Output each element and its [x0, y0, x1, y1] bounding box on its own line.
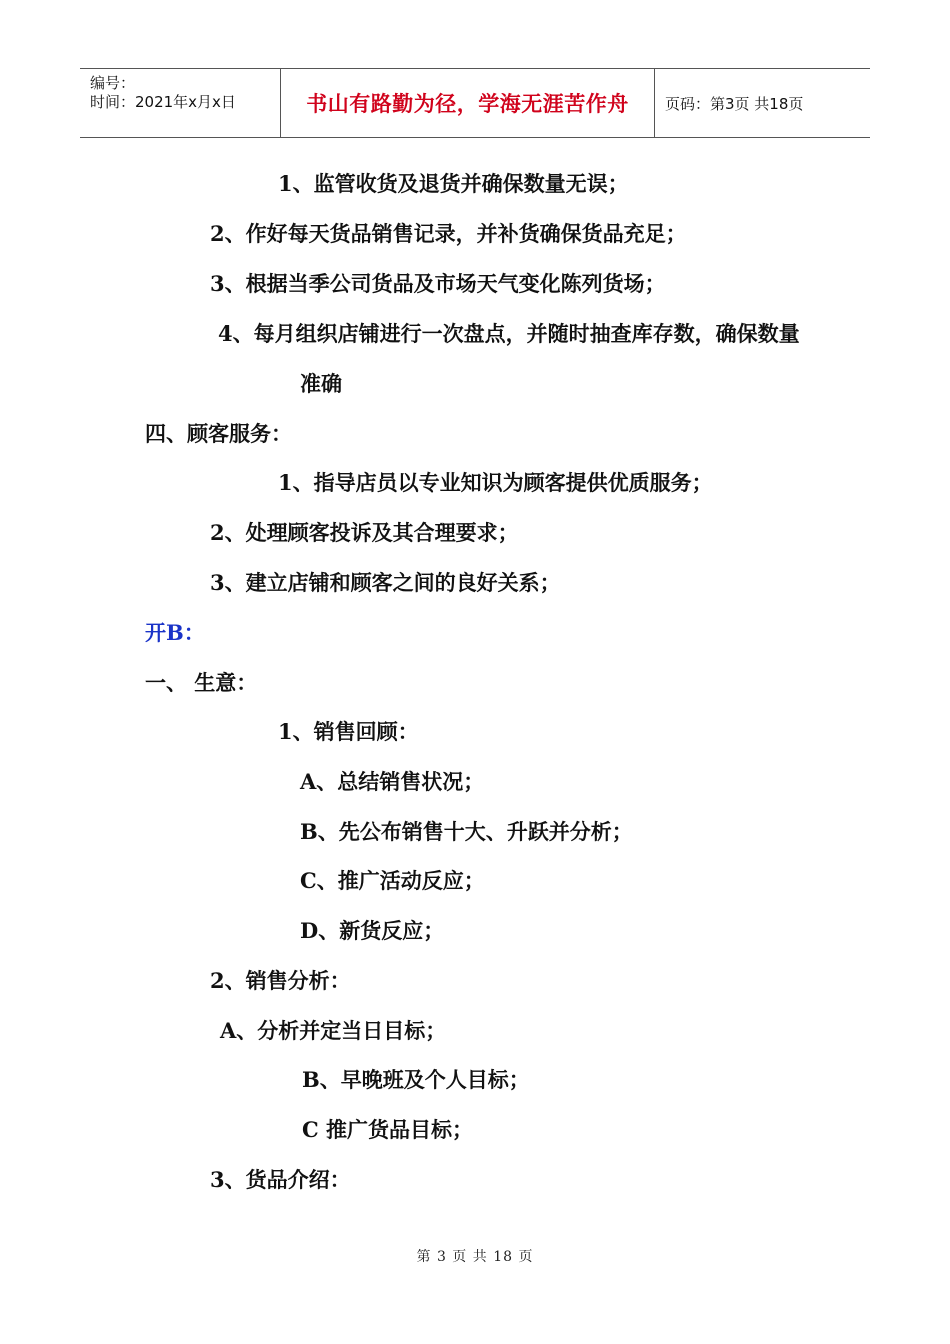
body-line: 2、处理顾客投诉及其合理要求； — [210, 520, 519, 545]
body-line: A、分析并定当日目标； — [220, 1018, 447, 1043]
body-line: 4、每月组织店铺进行一次盘点，并随时抽查库存数，确保数量 — [218, 321, 800, 346]
body-line: 准确 — [300, 371, 342, 396]
serial-label: 编号： — [90, 74, 136, 92]
header-motto — [281, 69, 655, 137]
page-header — [80, 68, 870, 138]
time-label: 时间：2021年x月x日 — [90, 93, 236, 111]
body-line: D、新货反应； — [300, 918, 445, 943]
section-heading-open-b: 开B： — [145, 620, 205, 645]
body-line: 3、建立店铺和顾客之间的良好关系； — [210, 570, 561, 595]
body-line: 1、销售回顾： — [278, 719, 419, 744]
body-line: 1、指导店员以专业知识为顾客提供优质服务； — [278, 470, 713, 495]
body-line: B、早晚班及个人目标； — [302, 1067, 530, 1092]
section-heading: 一、 生意： — [145, 670, 258, 695]
body-line: 2、作好每天货品销售记录，并补货确保货品充足； — [210, 221, 687, 246]
body-line: 3、货品介绍： — [210, 1167, 351, 1192]
body-line: 3、根据当季公司货品及市场天气变化陈列货场； — [210, 271, 666, 296]
body-line: 2、销售分析： — [210, 968, 351, 993]
motto-text: 书山有路勤为径，学海无涯苦作舟 — [306, 92, 629, 116]
body-line: B、先公布销售十大、升跃并分析； — [300, 819, 633, 844]
header-meta — [80, 69, 281, 137]
section-heading: 四、顾客服务： — [145, 421, 292, 446]
body-line: C 推广货品目标； — [302, 1117, 474, 1142]
body-line: C、推广活动反应； — [300, 868, 485, 893]
page-footer: 第 3 页 共 18 页 — [416, 1249, 534, 1265]
body-line: 1、监管收货及退货并确保数量无误； — [278, 171, 629, 196]
body-line: A、总结销售状况； — [300, 769, 485, 794]
header-page-info: 页码：第3页 共18页 — [665, 94, 804, 113]
